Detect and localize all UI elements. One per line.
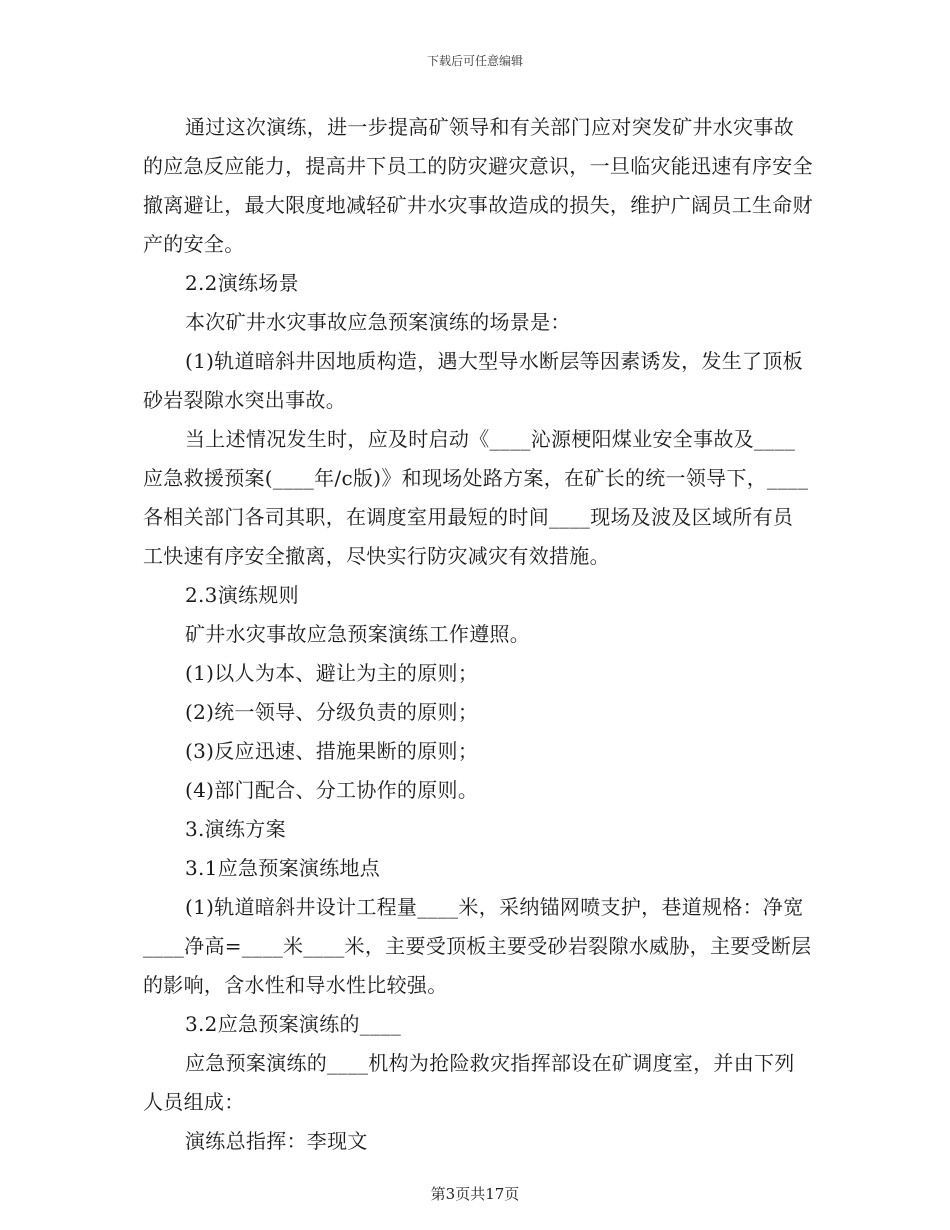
section-heading-3-1: 3.1应急预案演练地点 [185,856,381,880]
paragraph-purpose: 通过这次演练，进一步提高矿领导和有关部门应对突发矿井水灾事故的应急反应能力，提高井下员工的防灾避灾意识，一旦临灾能迅速有序安全撤离避让，最大限度地减轻矿井水灾事故造成的损失，维护广阔员工生命财产的安全。 [143,115,813,256]
section-heading-3: 3.演练方案 [185,817,286,841]
paragraph-rules-intro: 矿井水灾事故应急预案演练工作遵照。 [185,622,531,646]
paragraph-commander: 演练总指挥：李现文 [185,1129,368,1153]
list-item-rule-3: (3)反应迅速、措施果断的原则； [185,739,479,763]
section-heading-2-2: 2.2演练场景 [185,271,299,295]
paragraph-organization: 应急预案演练的____机构为抢险救灾指挥部设在矿调度室，并由下列人员组成： [143,1051,795,1114]
section-heading-3-2: 3.2应急预案演练的____ [185,1012,402,1036]
list-item-rule-2: (2)统一领导、分级负责的原则； [185,700,479,724]
paragraph-response: 当上述情况发生时，应及时启动《____沁源梗阳煤业安全事故及____应急救援预案(____年/c版)》和现场处路方案，在矿长的统一领导下，____各相关部门各司其职，在调度室用最短的时间____现场及波及区域所有员工快速有序安全撤离，尽快实行防灾减灾有效措施。 [143,427,809,568]
document-body [143,108,813,1161]
section-heading-2-3: 2.3演练规则 [185,583,299,607]
list-item-rule-4: (4)部门配合、分工协作的原则。 [185,778,479,802]
list-item-rule-1: (1)以人为本、避让为主的原则； [185,661,479,685]
paragraph-scenario-1: (1)轨道暗斜井因地质构造，遇大型导水断层等因素诱发，发生了顶板砂岩裂隙水突出事故。 [143,349,803,412]
paragraph-scenario-intro: 本次矿井水灾事故应急预案演练的场景是： [185,310,571,334]
paragraph-location: (1)轨道暗斜井设计工程量____米，采纳锚网喷支护，巷道规格：净宽____净高=____米____米，主要受顶板主要受砂岩裂隙水威胁，主要受断层的影响，含水性和导水性比较强。 [143,895,812,997]
page-header: 下载后可任意编辑 [426,54,523,68]
page-footer: 第3页共17页 [430,1185,520,1203]
